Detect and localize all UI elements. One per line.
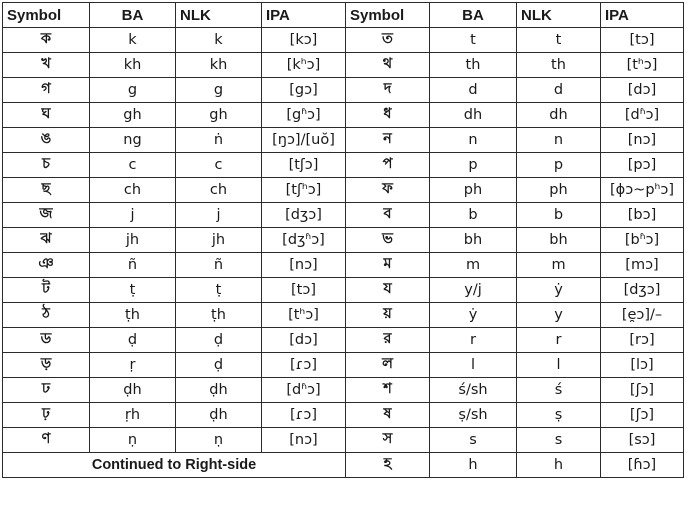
right-ba-cell: n bbox=[430, 128, 517, 153]
table-row bbox=[3, 53, 684, 78]
right-ipa-cell: [dʱɔ] bbox=[601, 103, 684, 128]
right-nlk-cell: n bbox=[517, 128, 601, 153]
table-row bbox=[3, 153, 684, 178]
left-ba-cell: g bbox=[90, 78, 176, 103]
left-symbol-cell: জ bbox=[3, 203, 90, 228]
header-ba-right: BA bbox=[430, 3, 517, 28]
right-symbol-cell: য bbox=[346, 278, 430, 303]
left-nlk-cell: jh bbox=[176, 228, 262, 253]
right-ipa-cell: [dɔ] bbox=[601, 78, 684, 103]
left-nlk-cell: ḍh bbox=[176, 403, 262, 428]
left-ba-cell: ng bbox=[90, 128, 176, 153]
right-symbol-cell: ফ bbox=[346, 178, 430, 203]
header-row bbox=[3, 3, 684, 28]
right-ba-cell: p bbox=[430, 153, 517, 178]
right-nlk-cell: dh bbox=[517, 103, 601, 128]
right-ipa-cell: [e̯ɔ]/– bbox=[601, 303, 684, 328]
left-ipa-cell: [gɔ] bbox=[262, 78, 346, 103]
left-ba-cell: ṛh bbox=[90, 403, 176, 428]
left-symbol-cell: ড bbox=[3, 328, 90, 353]
left-ipa-cell: [gʱɔ] bbox=[262, 103, 346, 128]
left-ipa-cell: [kʰɔ] bbox=[262, 53, 346, 78]
left-ba-cell: gh bbox=[90, 103, 176, 128]
left-ba-cell: k bbox=[90, 28, 176, 53]
left-nlk-cell: ṇ bbox=[176, 428, 262, 453]
right-nlk-cell: ś bbox=[517, 378, 601, 403]
header-ipa-right: IPA bbox=[601, 3, 684, 28]
right-ba-cell: r bbox=[430, 328, 517, 353]
left-nlk-cell: c bbox=[176, 153, 262, 178]
left-symbol-cell: ঘ bbox=[3, 103, 90, 128]
left-symbol-cell: ক bbox=[3, 28, 90, 53]
right-symbol-cell: দ bbox=[346, 78, 430, 103]
right-ba-cell: y/j bbox=[430, 278, 517, 303]
left-nlk-cell: ṭ bbox=[176, 278, 262, 303]
right-ipa-cell: [ʃɔ] bbox=[601, 403, 684, 428]
right-symbol-cell: ব bbox=[346, 203, 430, 228]
header-ba-left: BA bbox=[90, 3, 176, 28]
left-symbol-cell: ণ bbox=[3, 428, 90, 453]
right-nlk-cell: l bbox=[517, 353, 601, 378]
left-ba-cell: ḍ bbox=[90, 328, 176, 353]
left-nlk-cell: ḍh bbox=[176, 378, 262, 403]
left-symbol-cell: ছ bbox=[3, 178, 90, 203]
right-ipa-cell: [ɸɔ~pʰɔ] bbox=[601, 178, 684, 203]
left-ba-cell: ṇ bbox=[90, 428, 176, 453]
left-ba-cell: ḍh bbox=[90, 378, 176, 403]
right-symbol-cell: ন bbox=[346, 128, 430, 153]
right-ba-cell: d bbox=[430, 78, 517, 103]
table-row bbox=[3, 178, 684, 203]
left-symbol-cell: ড় bbox=[3, 353, 90, 378]
right-ipa-cell: [lɔ] bbox=[601, 353, 684, 378]
transliteration-table bbox=[2, 2, 684, 478]
right-nlk-cell: y bbox=[517, 303, 601, 328]
left-ipa-cell: [ŋɔ]/[uŏ] bbox=[262, 128, 346, 153]
right-ipa-cell: [bʱɔ] bbox=[601, 228, 684, 253]
left-symbol-cell: ঙ bbox=[3, 128, 90, 153]
left-ipa-cell: [ɾɔ] bbox=[262, 403, 346, 428]
table-row bbox=[3, 353, 684, 378]
right-ba-cell: t bbox=[430, 28, 517, 53]
right-nlk-cell: r bbox=[517, 328, 601, 353]
table-row-last bbox=[3, 453, 684, 478]
right-nlk-cell: b bbox=[517, 203, 601, 228]
right-symbol-cell: থ bbox=[346, 53, 430, 78]
right-ipa-cell: [tɔ] bbox=[601, 28, 684, 53]
right-ba-cell: ś/sh bbox=[430, 378, 517, 403]
right-ba-cell: dh bbox=[430, 103, 517, 128]
left-symbol-cell: ঞ bbox=[3, 253, 90, 278]
left-ipa-cell: [nɔ] bbox=[262, 253, 346, 278]
left-nlk-cell: g bbox=[176, 78, 262, 103]
right-nlk-cell: m bbox=[517, 253, 601, 278]
left-nlk-cell: ḍ bbox=[176, 353, 262, 378]
table-row bbox=[3, 328, 684, 353]
right-symbol-cell: ম bbox=[346, 253, 430, 278]
table-row bbox=[3, 203, 684, 228]
left-ipa-cell: [tɔ] bbox=[262, 278, 346, 303]
right-symbol-cell: ভ bbox=[346, 228, 430, 253]
left-ipa-cell: [nɔ] bbox=[262, 428, 346, 453]
continued-note: Continued to Right-side bbox=[3, 453, 346, 478]
left-symbol-cell: ঠ bbox=[3, 303, 90, 328]
table-row bbox=[3, 78, 684, 103]
left-ipa-cell: [tʰɔ] bbox=[262, 303, 346, 328]
right-nlk-cell: t bbox=[517, 28, 601, 53]
table-row bbox=[3, 228, 684, 253]
right-ba-cell: th bbox=[430, 53, 517, 78]
right-ipa-cell: [nɔ] bbox=[601, 128, 684, 153]
left-ba-cell: j bbox=[90, 203, 176, 228]
header-ipa-left: IPA bbox=[262, 3, 346, 28]
right-nlk-cell: ṣ bbox=[517, 403, 601, 428]
table-row bbox=[3, 403, 684, 428]
left-ba-cell: kh bbox=[90, 53, 176, 78]
left-nlk-cell: k bbox=[176, 28, 262, 53]
left-ba-cell: ṭ bbox=[90, 278, 176, 303]
right-ba-cell: s bbox=[430, 428, 517, 453]
right-symbol-cell: প bbox=[346, 153, 430, 178]
left-nlk-cell: ch bbox=[176, 178, 262, 203]
right-ba-cell: ẏ bbox=[430, 303, 517, 328]
left-ipa-cell: [kɔ] bbox=[262, 28, 346, 53]
left-nlk-cell: ṅ bbox=[176, 128, 262, 153]
table-row bbox=[3, 428, 684, 453]
table-row bbox=[3, 303, 684, 328]
right-ipa-cell: [tʰɔ] bbox=[601, 53, 684, 78]
left-ipa-cell: [dʒɔ] bbox=[262, 203, 346, 228]
left-symbol-cell: ঝ bbox=[3, 228, 90, 253]
right-nlk-cell: bh bbox=[517, 228, 601, 253]
left-ipa-cell: [dɔ] bbox=[262, 328, 346, 353]
left-ba-cell: jh bbox=[90, 228, 176, 253]
right-symbol-cell: ত bbox=[346, 28, 430, 53]
right-ba-cell: m bbox=[430, 253, 517, 278]
left-ipa-cell: [tʃʰɔ] bbox=[262, 178, 346, 203]
left-ipa-cell: [ɾɔ] bbox=[262, 353, 346, 378]
left-ba-cell: ch bbox=[90, 178, 176, 203]
left-symbol-cell: ট bbox=[3, 278, 90, 303]
right-nlk-cell: th bbox=[517, 53, 601, 78]
right-nlk-cell: s bbox=[517, 428, 601, 453]
right-symbol-cell: ষ bbox=[346, 403, 430, 428]
left-nlk-cell: j bbox=[176, 203, 262, 228]
left-nlk-cell: ñ bbox=[176, 253, 262, 278]
left-nlk-cell: gh bbox=[176, 103, 262, 128]
header-symbol-left: Symbol bbox=[3, 3, 90, 28]
left-symbol-cell: খ bbox=[3, 53, 90, 78]
left-ba-cell: ñ bbox=[90, 253, 176, 278]
right-symbol-cell: য় bbox=[346, 303, 430, 328]
right-ipa-cell: [sɔ] bbox=[601, 428, 684, 453]
left-ba-cell: ṭh bbox=[90, 303, 176, 328]
right-nlk-cell: ph bbox=[517, 178, 601, 203]
left-symbol-cell: গ bbox=[3, 78, 90, 103]
table-row bbox=[3, 378, 684, 403]
right-ipa-cell: [ʃɔ] bbox=[601, 378, 684, 403]
right-ba-cell: ṣ/sh bbox=[430, 403, 517, 428]
table-row bbox=[3, 278, 684, 303]
right-nlk-cell: h bbox=[517, 453, 601, 478]
right-symbol-cell: হ bbox=[346, 453, 430, 478]
header-nlk-left: NLK bbox=[176, 3, 262, 28]
left-ba-cell: ṛ bbox=[90, 353, 176, 378]
left-symbol-cell: চ bbox=[3, 153, 90, 178]
left-symbol-cell: ঢ় bbox=[3, 403, 90, 428]
right-ba-cell: bh bbox=[430, 228, 517, 253]
right-ba-cell: l bbox=[430, 353, 517, 378]
left-ipa-cell: [dʱɔ] bbox=[262, 378, 346, 403]
table-row bbox=[3, 28, 684, 53]
right-ba-cell: h bbox=[430, 453, 517, 478]
right-ipa-cell: [bɔ] bbox=[601, 203, 684, 228]
right-ba-cell: ph bbox=[430, 178, 517, 203]
right-symbol-cell: শ bbox=[346, 378, 430, 403]
left-ipa-cell: [dʒʱɔ] bbox=[262, 228, 346, 253]
right-nlk-cell: ẏ bbox=[517, 278, 601, 303]
left-nlk-cell: ḍ bbox=[176, 328, 262, 353]
header-symbol-right: Symbol bbox=[346, 3, 430, 28]
right-ipa-cell: [rɔ] bbox=[601, 328, 684, 353]
right-ba-cell: b bbox=[430, 203, 517, 228]
left-ba-cell: c bbox=[90, 153, 176, 178]
left-nlk-cell: ṭh bbox=[176, 303, 262, 328]
right-symbol-cell: ধ bbox=[346, 103, 430, 128]
left-ipa-cell: [tʃɔ] bbox=[262, 153, 346, 178]
right-ipa-cell: [dʒɔ] bbox=[601, 278, 684, 303]
right-ipa-cell: [ɦɔ] bbox=[601, 453, 684, 478]
right-symbol-cell: র bbox=[346, 328, 430, 353]
table-row bbox=[3, 253, 684, 278]
left-nlk-cell: kh bbox=[176, 53, 262, 78]
right-nlk-cell: p bbox=[517, 153, 601, 178]
left-symbol-cell: ঢ bbox=[3, 378, 90, 403]
right-symbol-cell: ল bbox=[346, 353, 430, 378]
right-ipa-cell: [mɔ] bbox=[601, 253, 684, 278]
table-row bbox=[3, 128, 684, 153]
table-row bbox=[3, 103, 684, 128]
right-ipa-cell: [pɔ] bbox=[601, 153, 684, 178]
header-nlk-right: NLK bbox=[517, 3, 601, 28]
right-nlk-cell: d bbox=[517, 78, 601, 103]
right-symbol-cell: স bbox=[346, 428, 430, 453]
